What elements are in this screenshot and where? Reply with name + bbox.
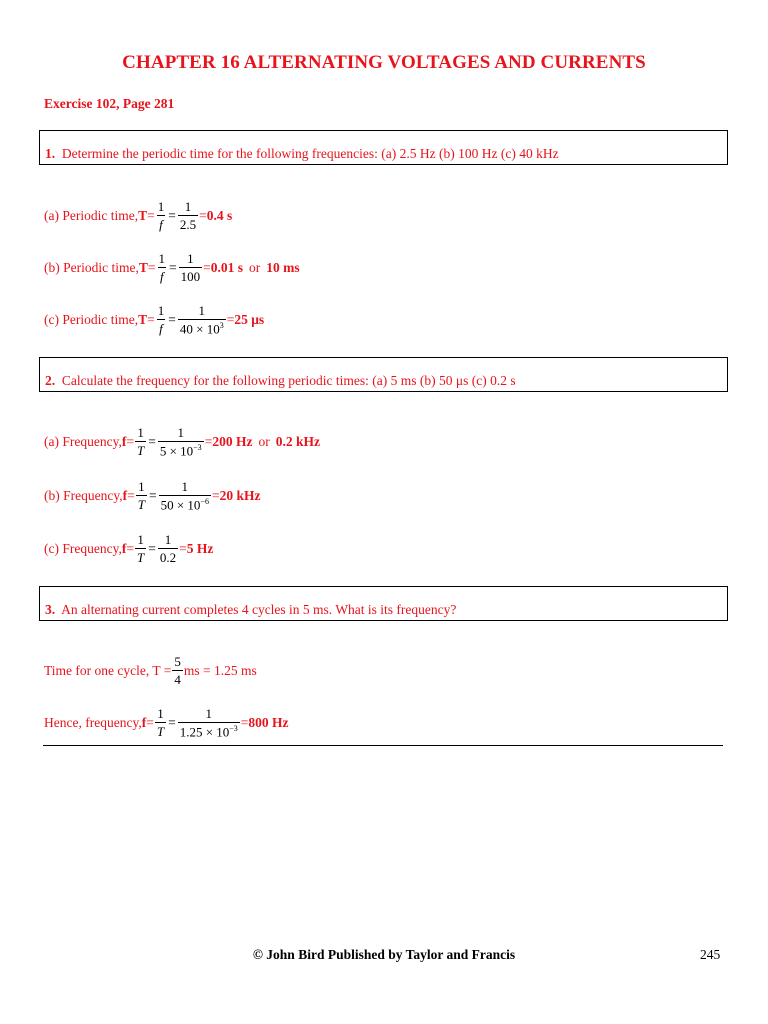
answer-label: Time for one cycle, T = <box>44 662 172 678</box>
fraction <box>155 707 166 738</box>
fraction <box>158 426 204 457</box>
exponent: −3 <box>229 724 238 733</box>
answer-2a: (a) Frequency, f = $\frac{1}{T}$ = $\frac{1}{5 \times 10^{-3}}$ = 200 Hz or 0.2 kHz <box>44 425 320 459</box>
question-3-text: An alternating current completes 4 cycles in 5 ms. What is its frequency? <box>61 602 457 617</box>
denominator: 5 × 10 <box>159 443 194 459</box>
denominator: 1.25 × 10 <box>179 724 230 740</box>
exponent: −6 <box>200 497 209 506</box>
denominator: T <box>136 443 145 459</box>
numerator: 5 <box>174 654 181 669</box>
answer-2b: (b) Frequency, f = $\frac{1}{T}$ = $\frac{1}{50 \times 10^{-6}}$ = 20 kHz <box>44 479 261 513</box>
answer-variable: f <box>121 433 127 449</box>
answer-rest: ms = 1.25 ms <box>183 662 257 678</box>
answer-2c: (c) Frequency, f = $\frac{1}{T}$ = $\frac{1}{0.2}$ = 5 Hz <box>44 532 214 565</box>
answer-value: 200 Hz <box>212 433 253 449</box>
question-2-text: Calculate the frequency for the following periodic times: (a) 5 ms (b) 50 μs (c) 0.2 s <box>61 373 516 388</box>
answer-variable: f <box>141 714 147 730</box>
equals: = <box>204 433 213 449</box>
question-3-number: 3. <box>45 602 56 617</box>
denominator: T <box>136 550 145 565</box>
denominator: f <box>159 217 163 232</box>
answer-value: 0.4 s <box>206 207 233 223</box>
numerator: 1 <box>157 303 165 319</box>
or-text: or <box>258 433 270 449</box>
fraction <box>178 304 226 335</box>
exponent: 3 <box>219 321 224 330</box>
answer-value: 5 Hz <box>186 540 214 556</box>
equals: = <box>203 259 211 275</box>
answer-value-alt: 10 ms <box>266 259 300 275</box>
answer-1c: (c) Periodic time, T = $\frac{1}{f}$ = $\frac{1}{40 \times 10^3}$ = 25 μs <box>44 303 265 337</box>
fraction <box>156 304 167 335</box>
numerator: 1 <box>184 199 192 214</box>
answer-label: (c) Frequency, <box>44 540 122 556</box>
numerator: 1 <box>205 706 212 721</box>
denominator: f <box>159 321 163 337</box>
answer-variable: f <box>122 487 128 503</box>
footer-copyright: © John Bird Published by Taylor and Francis <box>252 947 516 962</box>
question-2-number: 2. <box>45 373 56 388</box>
denominator: f <box>159 269 164 284</box>
or-text: or <box>249 259 261 275</box>
question-3-text-line <box>45 602 456 618</box>
equals: = <box>146 714 154 730</box>
denominator: 40 × 10 <box>179 321 220 337</box>
answer-value: 20 kHz <box>219 487 261 503</box>
answer-value: 800 Hz <box>248 714 289 730</box>
answer-label: (a) Frequency, <box>44 433 122 449</box>
answer-label: Hence, frequency, <box>44 714 142 730</box>
equals: = <box>179 540 187 556</box>
denominator: 0.2 <box>159 550 177 565</box>
numerator: 1 <box>158 251 165 266</box>
answer-1a: (a) Periodic time, T = $\frac{1}{f}$ = $\frac{1}{2.5}$ = 0.4 s <box>44 199 233 232</box>
question-1-text: Determine the periodic time for the following frequencies: (a) 2.5 Hz (b) 100 Hz (c) 40 kHz <box>61 146 559 161</box>
section-divider <box>43 745 723 746</box>
numerator: 1 <box>157 706 164 722</box>
numerator: 1 <box>181 479 189 494</box>
equals: = <box>126 540 134 556</box>
numerator: 1 <box>157 199 165 214</box>
equals: = <box>199 207 207 223</box>
equals: = <box>226 311 235 327</box>
exercise-heading: Exercise 102, Page 281 <box>44 96 175 111</box>
question-2-box <box>39 357 728 392</box>
answer-3-frequency: Hence, frequency, f = $\frac{1}{T}$ = $\frac{1}{1.25 \times 10^{-3}}$ = 800 Hz <box>44 706 289 740</box>
denominator: 2.5 <box>179 217 197 232</box>
answer-label: (b) Frequency, <box>44 487 123 503</box>
answer-value: 0.01 s <box>210 259 244 275</box>
answer-variable: f <box>121 540 127 556</box>
answer-label: (a) Periodic time, <box>44 207 139 223</box>
page-number: 245 <box>700 947 721 962</box>
answer-label: (b) Periodic time, <box>44 259 139 275</box>
answer-value-alt: 0.2 kHz <box>275 433 320 449</box>
fraction <box>178 707 240 738</box>
answer-variable: T <box>138 311 148 327</box>
equals: = <box>211 487 220 503</box>
fraction <box>172 655 183 686</box>
answer-variable: T <box>138 259 148 275</box>
question-3-box <box>39 586 728 621</box>
question-1-text-line <box>45 146 559 162</box>
question-1-number: 1. <box>45 146 56 161</box>
question-1-box <box>39 130 728 165</box>
equals: = <box>147 207 155 223</box>
answer-value: 25 μs <box>234 311 265 327</box>
fraction <box>135 533 146 564</box>
equals: = <box>126 433 134 449</box>
fraction <box>159 480 211 511</box>
equals: = <box>127 487 135 503</box>
denominator: 4 <box>174 672 181 687</box>
answer-variable: T <box>138 207 148 223</box>
numerator: 1 <box>137 532 144 547</box>
numerator: 1 <box>187 251 194 266</box>
equals: = <box>147 311 155 327</box>
chapter-title: CHAPTER 16 ALTERNATING VOLTAGES AND CURRENTS <box>122 52 646 73</box>
fraction <box>178 200 198 231</box>
numerator: 1 <box>164 532 172 547</box>
fraction <box>157 252 168 283</box>
fraction <box>135 426 146 457</box>
answer-3-time <box>44 655 257 686</box>
denominator: T <box>156 724 165 740</box>
fraction <box>158 533 178 564</box>
fraction <box>156 200 167 231</box>
numerator: 1 <box>198 303 206 318</box>
denominator: 100 <box>180 269 201 284</box>
question-2-text-line <box>45 373 516 389</box>
numerator: 1 <box>138 479 145 495</box>
answer-label: (c) Periodic time, <box>44 311 139 327</box>
equals: = <box>240 714 249 730</box>
exponent: −3 <box>193 443 202 452</box>
numerator: 1 <box>137 425 144 441</box>
fraction <box>136 480 147 511</box>
equals: = <box>147 259 156 275</box>
denominator: 50 × 10 <box>160 497 201 513</box>
numerator: 1 <box>177 425 184 440</box>
answer-1b: (b) Periodic time, T = $\frac{1}{f}$ = $\frac{1}{100}$ = 0.01 s or 10 ms <box>44 251 300 284</box>
denominator: T <box>137 497 145 513</box>
fraction <box>179 252 203 283</box>
